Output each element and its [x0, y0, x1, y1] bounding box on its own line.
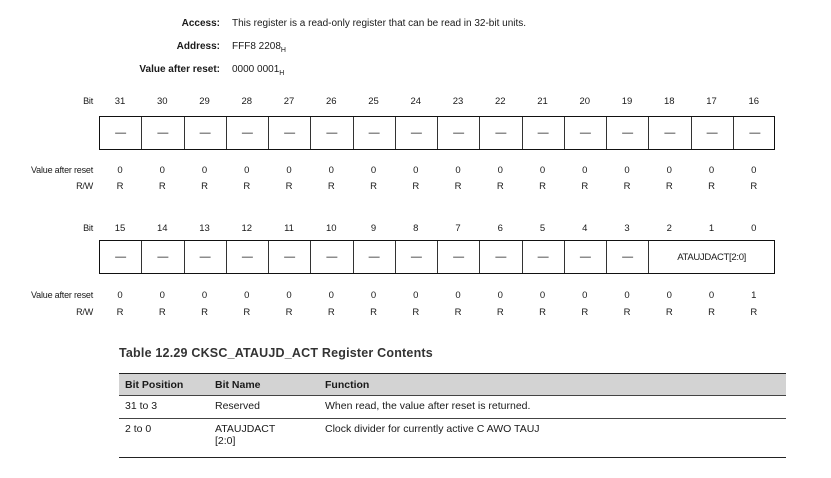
- rw-row-label-upper: R/W: [76, 181, 93, 191]
- rw-cell: R: [116, 307, 124, 318]
- register-field-reserved: —: [480, 241, 522, 273]
- rw-cell: R: [665, 181, 673, 192]
- register-field-reserved: —: [565, 241, 607, 273]
- reset-value-cell: 0: [497, 165, 503, 176]
- cell-bit-position: 31 to 3: [119, 396, 209, 419]
- rw-cell: R: [285, 307, 293, 318]
- register-field-reserved: —: [311, 241, 353, 273]
- bit-number: 2: [666, 223, 672, 234]
- address-label: Address:: [176, 41, 220, 52]
- rw-cell: R: [454, 181, 462, 192]
- rw-cell: R: [496, 307, 504, 318]
- rw-cell: R: [158, 181, 166, 192]
- cell-function: Clock divider for currently active C AWO TAUJ: [319, 419, 786, 458]
- cell-bit-name: ATAUJDACT [2:0]: [209, 419, 319, 458]
- rw-cell: R: [539, 181, 546, 192]
- bit-number: 7: [455, 223, 461, 234]
- bit-number: 11: [284, 223, 294, 234]
- reset-value-cell: 0: [201, 290, 208, 301]
- rw-cell: R: [370, 181, 377, 192]
- rw-cell: R: [412, 307, 420, 318]
- header-bit-position: Bit Position: [119, 374, 209, 396]
- rw-cell: R: [116, 181, 124, 192]
- reset-value-cell: 0: [455, 165, 461, 176]
- reset-value-cell: 0: [624, 290, 630, 301]
- register-field-reserved: —: [269, 241, 311, 273]
- register-field-reserved: —: [311, 117, 353, 149]
- bit-number: 1: [708, 223, 715, 234]
- rw-cell: R: [539, 307, 546, 318]
- reset-value-cell: 0: [201, 165, 208, 176]
- reset-value-cell: 1: [751, 290, 757, 301]
- register-field-reserved: —: [523, 117, 565, 149]
- reset-value-cell: 0: [666, 165, 672, 176]
- register-field-reserved: —: [354, 117, 396, 149]
- register-contents-table: [119, 373, 786, 458]
- bit-number: 0: [751, 223, 757, 234]
- bit-number: 22: [494, 96, 506, 107]
- reset-row-label-lower: Value after reset: [31, 290, 93, 300]
- access-value: This register is a read-only register that can be read in 32-bit units.: [232, 18, 527, 29]
- bit-number: 26: [325, 96, 337, 107]
- bit-number: 19: [621, 96, 633, 107]
- register-field-reserved: —: [523, 241, 565, 273]
- rw-cell: R: [708, 181, 715, 192]
- reset-value-cell: 0: [117, 290, 123, 301]
- reset-value-cell: 0: [624, 165, 630, 176]
- reset-value-cell: 0: [582, 165, 588, 176]
- cell-bit-position: 2 to 0: [119, 419, 209, 458]
- bit-number: 13: [199, 223, 210, 234]
- reset-value-cell: 0: [328, 165, 334, 176]
- bit-number: 8: [413, 223, 419, 234]
- rw-cell: R: [412, 181, 420, 192]
- register-field-reserved: —: [354, 241, 396, 273]
- bit-number: 25: [368, 96, 379, 107]
- bit-number: 4: [582, 223, 588, 234]
- bit-number: 5: [539, 223, 546, 234]
- access-label: Access:: [181, 18, 220, 29]
- register-field-reserved: —: [565, 117, 607, 149]
- register-field-reserved: —: [142, 241, 184, 273]
- reset-value: 0000 $0001_H$: [232, 64, 285, 77]
- rw-cell: R: [243, 181, 251, 192]
- bit-number: 31: [114, 96, 126, 107]
- bit-number: 20: [579, 96, 591, 107]
- rw-cell: R: [370, 307, 377, 318]
- bit-number: 27: [283, 96, 295, 107]
- register-field-reserved: —: [438, 117, 480, 149]
- bit-row-label-lower: Bit: [83, 223, 93, 233]
- register-field-reserved: —: [480, 117, 522, 149]
- rw-cell: R: [158, 307, 166, 318]
- upper-register-diagram: [99, 116, 775, 150]
- cell-bit-name: Reserved: [209, 396, 319, 419]
- table-header-row: [119, 374, 786, 396]
- bit-number: 15: [114, 223, 126, 234]
- reset-value-cell: 0: [455, 290, 461, 301]
- bit-number: 30: [156, 96, 168, 107]
- register-field-reserved: —: [185, 117, 227, 149]
- reset-value-cell: 0: [286, 290, 292, 301]
- rw-cell: R: [454, 307, 462, 318]
- rw-cell: R: [201, 307, 208, 318]
- register-field-reserved: —: [100, 241, 142, 273]
- rw-cell: R: [201, 181, 208, 192]
- header-bit-name: Bit Name: [209, 374, 319, 396]
- reset-value-cell: 0: [582, 290, 588, 301]
- reset-value-cell: 0: [751, 165, 757, 176]
- reset-value-cell: 0: [497, 290, 503, 301]
- reset-row-label-upper: Value after reset: [31, 165, 93, 175]
- reset-value-cell: 0: [370, 165, 377, 176]
- rw-cell: R: [581, 181, 589, 192]
- rw-cell: R: [327, 181, 335, 192]
- register-field-reserved: —: [100, 117, 142, 149]
- reset-value-cell: 0: [328, 290, 334, 301]
- reset-value-cell: 0: [370, 290, 377, 301]
- bit-number: 24: [410, 96, 422, 107]
- reset-value-label: Value after reset:: [139, 64, 220, 75]
- bit-row-label-upper: Bit: [83, 96, 93, 106]
- cell-function: When read, the value after reset is returned.: [319, 396, 786, 419]
- reset-value-cell: 0: [413, 290, 419, 301]
- header-function: Function: [319, 374, 786, 396]
- register-field-reserved: —: [227, 241, 269, 273]
- address-value: FFF8 $2208_H$: [232, 41, 286, 54]
- reset-value-cell: 0: [244, 165, 250, 176]
- rw-cell: R: [750, 181, 758, 192]
- reset-value-cell: 0: [539, 165, 546, 176]
- bit-number: 28: [241, 96, 253, 107]
- bit-number: 21: [537, 96, 548, 107]
- register-field-reserved: —: [185, 241, 227, 273]
- reset-value-cell: 0: [539, 290, 546, 301]
- reset-value-cell: 0: [244, 290, 250, 301]
- register-field-reserved: —: [749, 127, 761, 139]
- register-field-reserved: —: [227, 117, 269, 149]
- table-row: [119, 419, 786, 458]
- rw-cell: R: [623, 307, 631, 318]
- rw-cell: R: [623, 181, 631, 192]
- reset-value-cell: 0: [708, 290, 715, 301]
- reset-value-cell: 0: [413, 165, 419, 176]
- lower-register-diagram: [99, 240, 775, 274]
- reset-value-cell: 0: [117, 165, 123, 176]
- rw-cell: R: [708, 307, 715, 318]
- rw-cell: R: [750, 307, 758, 318]
- bit-number: 29: [199, 96, 210, 107]
- reset-value-cell: 0: [159, 290, 165, 301]
- rw-cell: R: [243, 307, 251, 318]
- bit-number: 10: [325, 223, 337, 234]
- bit-number: 6: [497, 223, 503, 234]
- bit-number: 18: [663, 96, 675, 107]
- register-field-reserved: —: [142, 117, 184, 149]
- bit-number: 12: [241, 223, 253, 234]
- register-field-reserved: —: [607, 117, 649, 149]
- rw-cell: R: [285, 181, 293, 192]
- reset-value-cell: 0: [286, 165, 292, 176]
- rw-cell: R: [327, 307, 335, 318]
- rw-cell: R: [665, 307, 673, 318]
- register-field-reserved: —: [269, 117, 311, 149]
- rw-row-label-lower: R/W: [76, 307, 93, 317]
- bit-number: 14: [156, 223, 168, 234]
- bit-number: 17: [706, 96, 717, 107]
- bit-number: 23: [452, 96, 464, 107]
- register-field-ataujdact: ATAUJDACT[2:0]: [677, 251, 747, 263]
- register-field-reserved: —: [438, 241, 480, 273]
- bit-number: 3: [624, 223, 630, 234]
- register-field-reserved: —: [607, 241, 649, 273]
- rw-cell: R: [496, 181, 504, 192]
- register-field-reserved: —: [396, 241, 438, 273]
- register-field-reserved: —: [692, 117, 734, 149]
- reset-value-cell: 0: [708, 165, 715, 176]
- table-row: [119, 396, 786, 419]
- reset-value-cell: 0: [159, 165, 165, 176]
- register-field-reserved: —: [649, 117, 691, 149]
- bit-number: 16: [748, 96, 760, 107]
- reset-value-cell: 0: [666, 290, 672, 301]
- register-field-reserved: —: [396, 117, 438, 149]
- table-title: Table 12.29 CKSC_ATAUJD_ACT Register Contents: [119, 346, 433, 360]
- bit-number: 9: [370, 223, 377, 234]
- rw-cell: R: [581, 307, 589, 318]
